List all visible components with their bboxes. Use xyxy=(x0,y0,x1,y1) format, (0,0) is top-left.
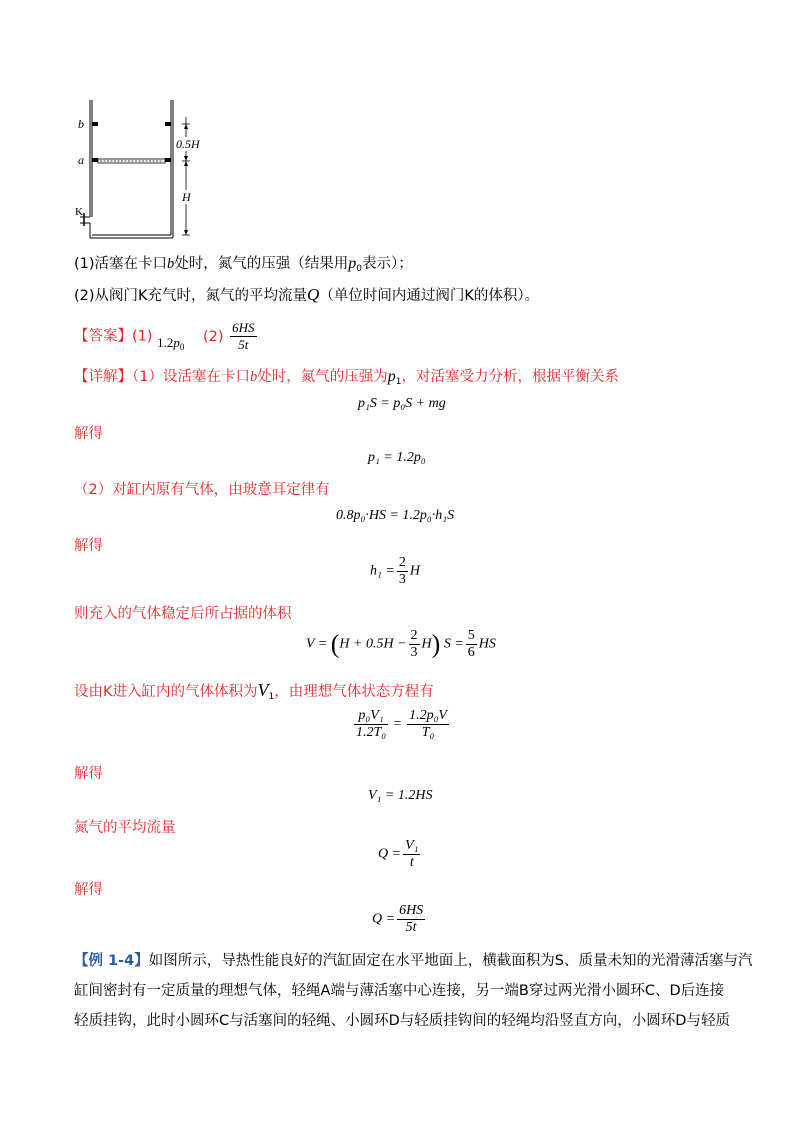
example-label: 【例 1-4】 xyxy=(74,953,149,969)
label-a: a xyxy=(78,153,84,167)
equation-5: V = (H + 0.5H − $\frac{2}{3}$ H) S = $\frac{5}{6}$ HS xyxy=(306,628,496,660)
dim-label-half: 0.5H xyxy=(176,137,200,151)
question-2: (2)从阀门K充气时，氮气的平均流量Q（单位时间内通过阀门K的体积）。 xyxy=(74,285,540,304)
label-k: K xyxy=(75,206,83,218)
equation-1: p₁S = p₀S + mg xyxy=(358,396,446,411)
dim-label-h: H xyxy=(182,190,191,204)
equation-2: p₁ = 1.2p₀ xyxy=(368,450,426,465)
answer-label: 【答案】 xyxy=(74,328,132,345)
equation-7: V₁ = 1.2HS xyxy=(368,788,433,803)
solve-label-2: 解得 xyxy=(74,538,103,554)
equation-4: h₁ = $\frac{2}{3}$ H xyxy=(370,555,420,587)
equation-3: 0.8p₀·HS = 1.2p₀·h₁S xyxy=(336,508,455,523)
question-1: (1)活塞在卡口b处时，氮气的压强（结果用$p_0$表示）； xyxy=(74,255,413,274)
solve-label-1: 解得 xyxy=(74,426,103,442)
equation-6: $\frac{\text{p₀V₁}}{\text{1.2T₀}}$ = $\frac{\text{1.2p₀V}}{\text{T₀}}$ xyxy=(356,708,447,740)
solution-step-5: 氮气的平均流量 xyxy=(74,820,176,836)
equation-9: Q = $\frac{6HS}{5t}$ xyxy=(372,903,424,935)
equation-8: Q = $\frac{\text{V₁}}{t}$ xyxy=(378,838,419,870)
solution-step-1: 【详解】（1）设活塞在卡口b处时，氮气的压强为$p_1$，对活塞受力分析，根据平衡关系 xyxy=(74,368,619,387)
solution-step-4: 设由K进入缸内的气体体积为$V_1$，由理想气体状态方程有 xyxy=(74,680,434,702)
example-1-4: 【例 1-4】如图所示，导热性能良好的汽缸固定在水平地面上，横截面积为S、质量未知的光滑薄活塞与汽 缸间密封有一定质量的理想气体，轻绳A端与薄活塞中心连接，另一端B穿过两光滑小圆环C、D后连接 轻质挂钩，此时小圆环C与活塞间的轻绳、小圆环D与轻质挂钩间的轻绳均沿竖直方向，小圆环D与轻质 xyxy=(74,953,753,1029)
answer-line: 【答案】(1) $1.2p_0$ (2) $\frac{6HS}{5t}$ xyxy=(74,320,255,352)
solution-step-3: 则充入的气体稳定后所占据的体积 xyxy=(74,606,292,622)
solve-label-3: 解得 xyxy=(74,766,103,782)
label-b: b xyxy=(78,117,84,131)
solve-label-4: 解得 xyxy=(74,882,103,898)
solution-step-2: （2）对缸内原有气体，由玻意耳定律有 xyxy=(74,482,330,498)
cylinder-diagram xyxy=(70,95,230,245)
